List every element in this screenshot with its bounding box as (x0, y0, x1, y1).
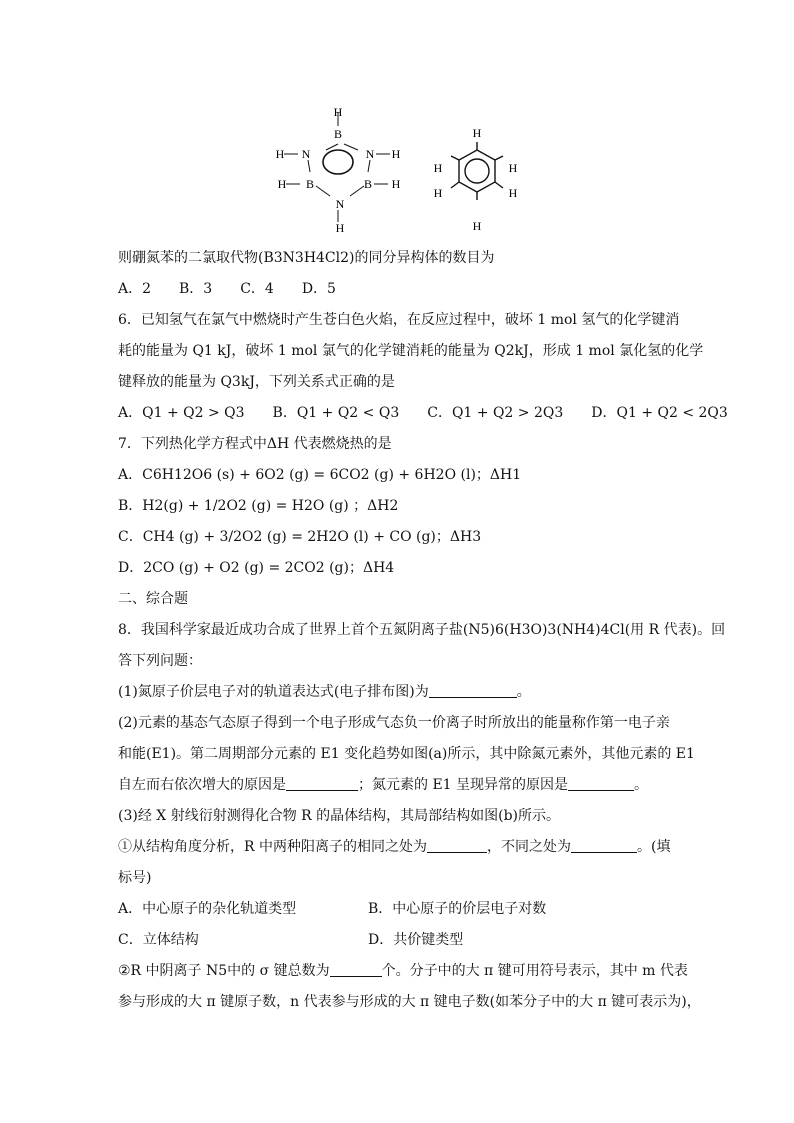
borazine-structure (270, 100, 410, 240)
benzene-structure (425, 120, 525, 235)
atom-H-left-upper: H (275, 147, 285, 161)
q8-part3-2 (118, 961, 688, 992)
atom-B-right: B (363, 177, 373, 191)
q8-part3-2-cont: 参与形成的大 π 键原子数，n 代表参与形成的大 π 键电子数(如苯分子中的大 π 键可表示为)， (118, 994, 701, 1010)
benzene-H-left-lower: H (433, 186, 443, 200)
q8-part1 (118, 682, 678, 713)
benzene-H-left-upper: H (433, 161, 443, 175)
q8-part3-1 (118, 837, 678, 868)
atom-N-left: N (301, 147, 311, 161)
q8-part3-1a: ①从结构角度分析，R 中两种阳离子的相同之处为 (118, 839, 427, 855)
q8-part2-line2: 和能(E1)。第二周期部分元素的 E1 变化趋势如图(a)所示，其中除氮元素外，其他元素的 E1 (118, 746, 695, 762)
q6-line3: 键释放的能量为 Q3kJ，下列关系式正确的是 (118, 374, 395, 390)
q8-part1-text: (1)氮原子价层电子对的轨道表达式(电子排布图)为 (118, 684, 429, 700)
q8-option-D: D．共价键类型 (368, 932, 464, 948)
q8-option-A: A．中心原子的杂化轨道类型 (118, 901, 297, 917)
atom-H-right-upper: H (391, 147, 401, 161)
q5-options: A．2 B．3 C．4 D．5 (118, 281, 336, 297)
q8-part2-line3b: ；氮元素的 E1 呈现异常的原因是 (358, 777, 569, 793)
q5-tail: 则硼氮苯的二氯取代物(B3N3H4Cl2)的同分异构体的数目为 (118, 250, 495, 266)
answer-blank[interactable] (330, 962, 382, 977)
atom-B-top: B (333, 127, 343, 141)
q8-part2-line3 (118, 775, 678, 806)
benzene-H-bottom: H (472, 219, 482, 233)
atom-H-bottom: H (335, 221, 345, 235)
benzene-H-top: H (472, 126, 482, 140)
q8-part3-2b: 个。分子中的大 π 键可用符号表示，其中 m 代表 (381, 963, 688, 979)
q7-option-B: B．H2(g) + 1/2O2 (g) = H2O (g) ；ΔH2 (118, 498, 399, 514)
q8-line1: 8．我国科学家最近成功合成了世界上首个五氮阴离子盐(N5)6(H3O)3(NH4)4Cl(用 R 代表)。回 (118, 622, 726, 638)
period: 。 (634, 777, 649, 793)
q6-options: A．Q1 + Q2 > Q3 B．Q1 + Q2 < Q3 C．Q1 + Q2 > 2Q3 D．Q1 + Q2 < 2Q3 (118, 405, 728, 421)
q8-option-C: C．立体结构 (118, 932, 199, 948)
atom-N-right: N (365, 147, 375, 161)
q8-options-CD (118, 930, 678, 961)
q8-line2: 答下列问题： (118, 653, 202, 669)
answer-blank[interactable] (568, 776, 634, 791)
q7-option-D: D．2CO (g) + O2 (g) = 2CO2 (g)；ΔH4 (118, 560, 395, 576)
period: 。 (516, 684, 531, 700)
atom-H-right-lower: H (391, 177, 401, 191)
answer-blank[interactable] (571, 838, 637, 853)
document-body (118, 248, 728, 1023)
q8-option-B: B．中心原子的价层电子对数 (368, 901, 547, 917)
q8-part3: (3)经 X 射线衍射测得化合物 R 的晶体结构，其局部结构如图(b)所示。 (118, 808, 561, 824)
q7-title: 7．下列热化学方程式中ΔH 代表燃烧热的是 (118, 436, 392, 452)
atom-B-left: B (305, 177, 315, 191)
q8-part2-line3a: 自左而右依次增大的原因是 (118, 777, 286, 793)
q8-part3-1b: ，不同之处为 (487, 839, 571, 855)
atom-N-bottom: N (335, 197, 345, 211)
answer-blank[interactable] (427, 838, 487, 853)
q8-part3-2a: ②R 中阴离子 N5中的 σ 键总数为 (118, 963, 330, 979)
atom-H-left-lower: H (277, 177, 287, 191)
benzene-H-right-lower: H (508, 186, 518, 200)
atom-H-top: H (333, 105, 343, 119)
q8-part3-1c: 。(填 (637, 839, 671, 855)
q6-line2: 耗的能量为 Q1 kJ，破坏 1 mol 氯气的化学键消耗的能量为 Q2kJ，形成 1 mol 氯化氢的化学 (118, 343, 704, 359)
q7-option-C: C．CH4 (g) + 3/2O2 (g) = 2H2O (l) + CO (g)；ΔH3 (118, 529, 482, 545)
section-title: 二、综合题 (118, 591, 188, 607)
q8-options-AB (118, 899, 678, 930)
answer-blank[interactable] (286, 776, 358, 791)
q7-option-A: A．C6H12O6 (s) + 6O2 (g) = 6CO2 (g) + 6H2O (l)；ΔH1 (118, 467, 522, 483)
q6-line1: 6．已知氢气在氯气中燃烧时产生苍白色火焰，在反应过程中，破坏 1 mol 氢气的化学键消 (118, 312, 680, 328)
q8-part3-1-cont: 标号) (118, 870, 152, 886)
q8-part2-line1: (2)元素的基态气态原子得到一个电子形成气态负一价离子时所放出的能量称作第一电子亲 (118, 715, 670, 731)
answer-blank[interactable] (429, 683, 517, 698)
benzene-H-right-upper: H (508, 161, 518, 175)
